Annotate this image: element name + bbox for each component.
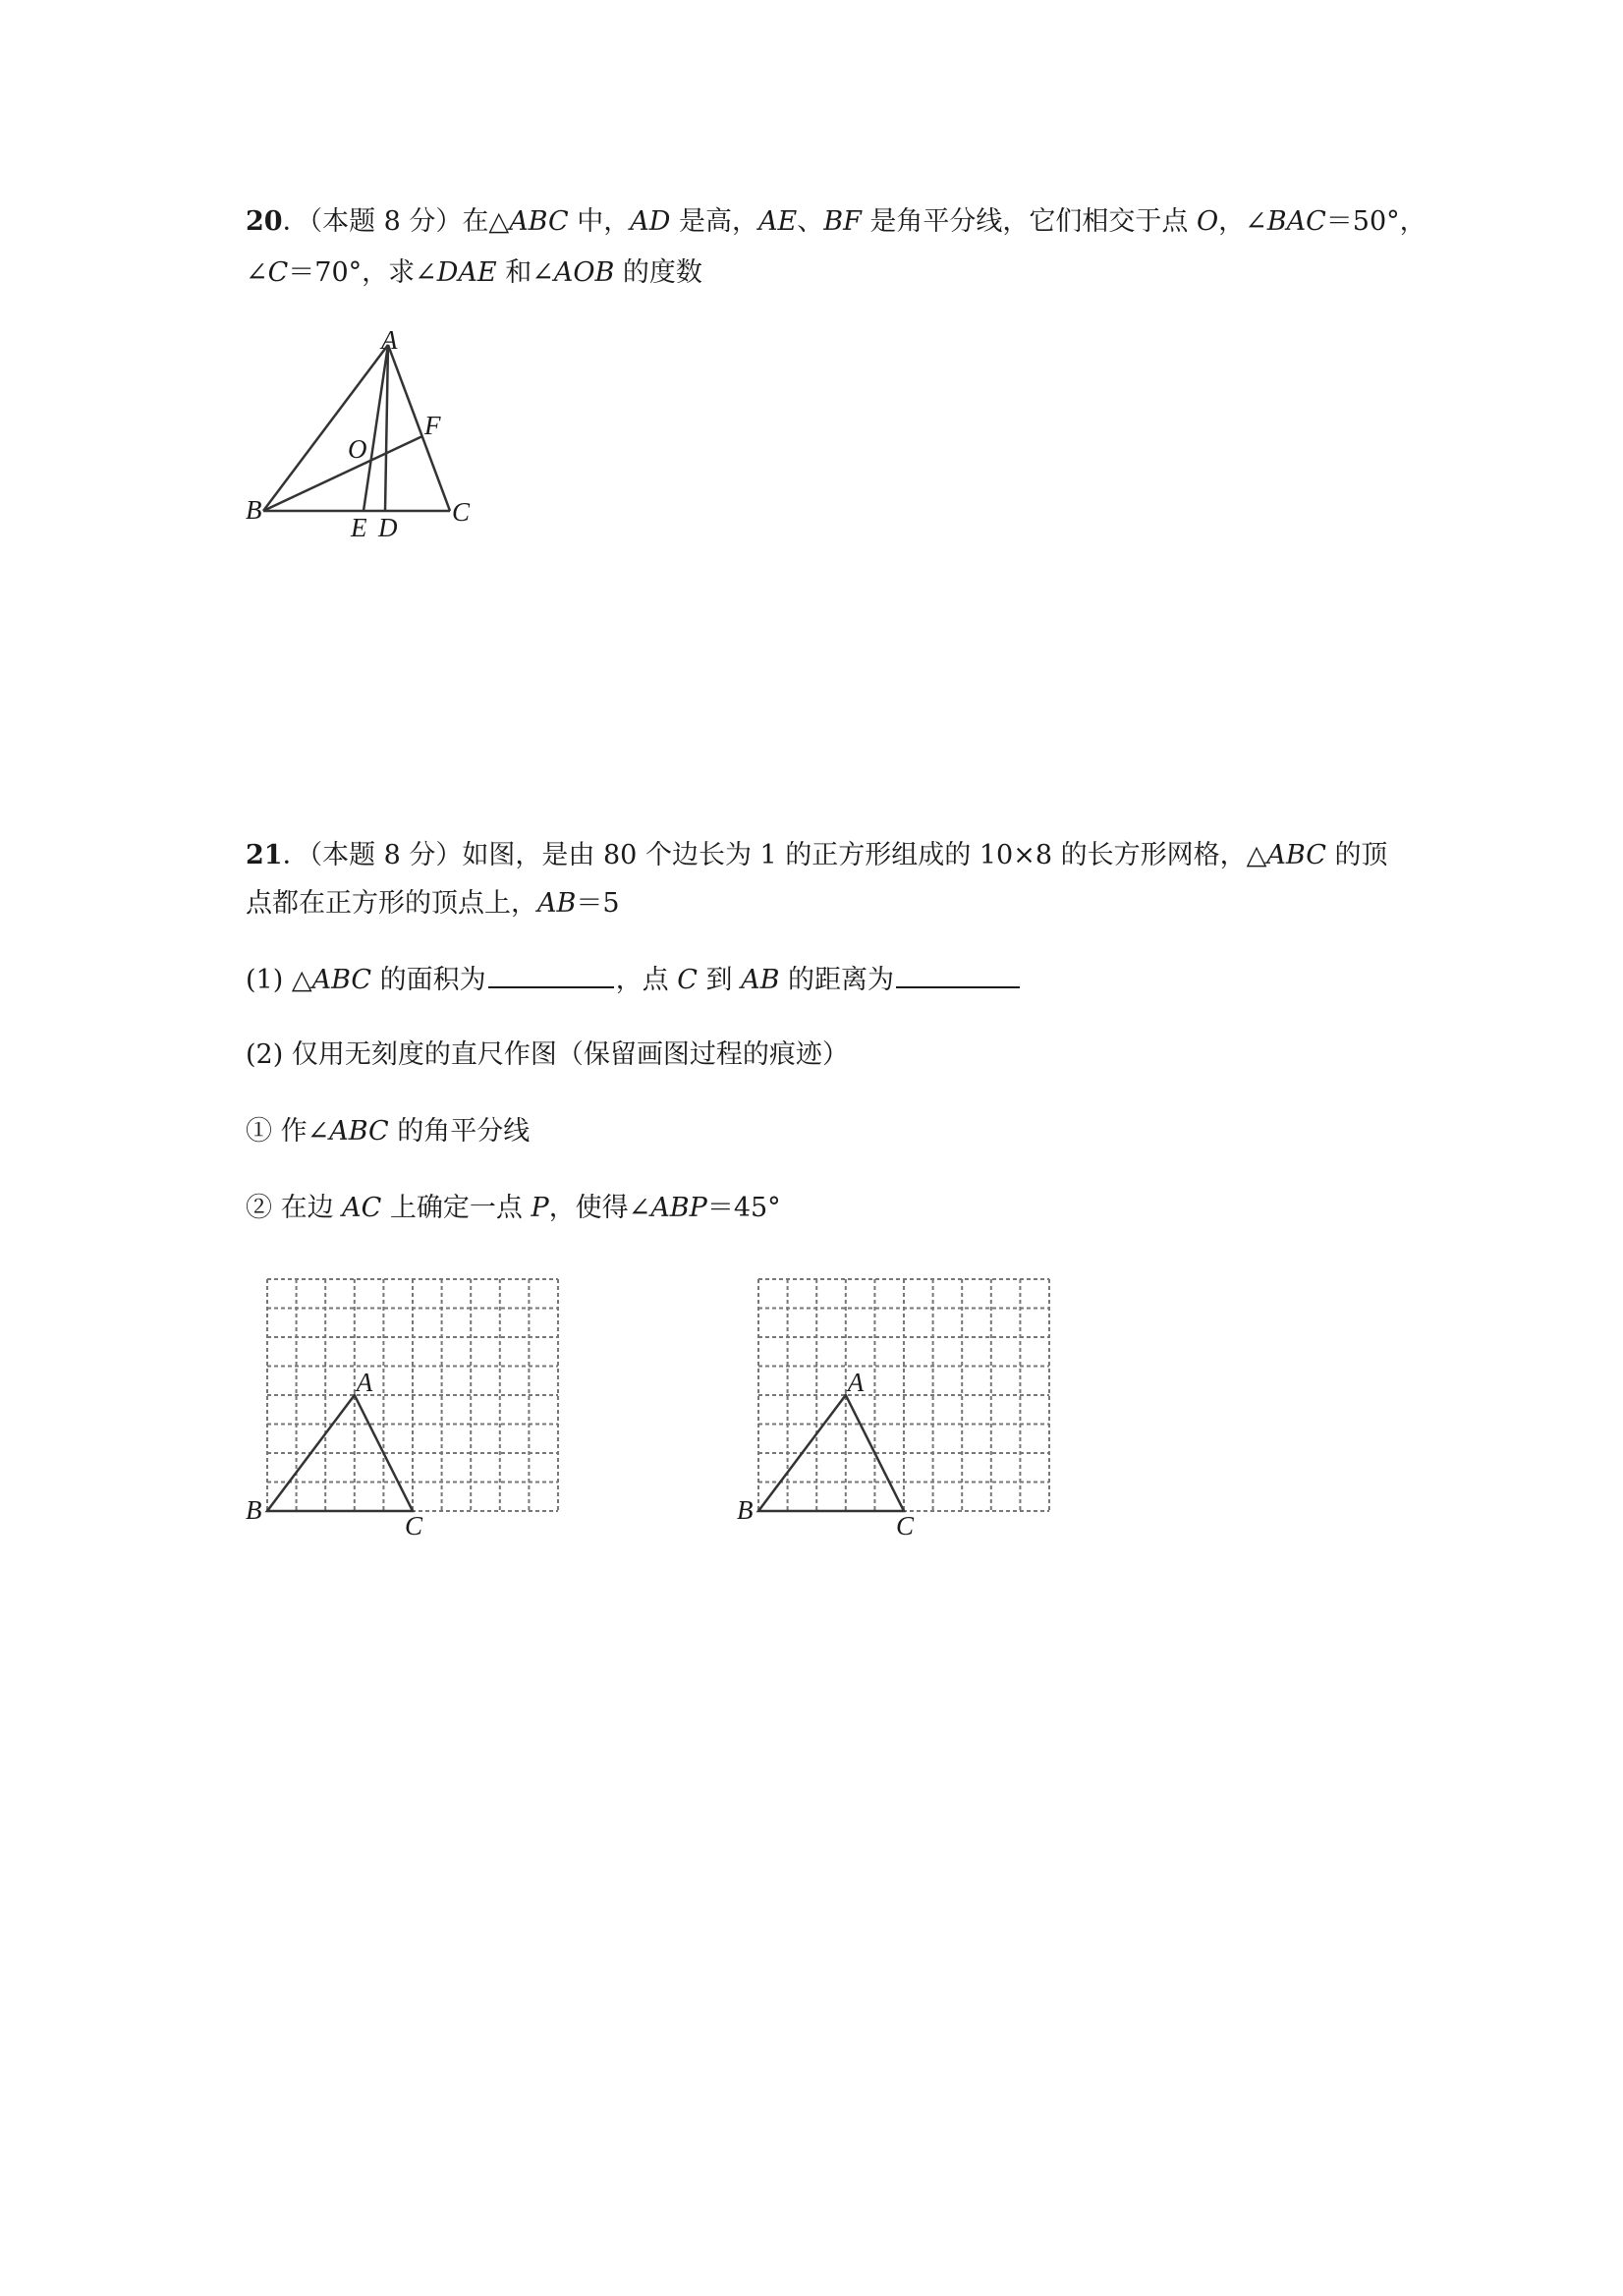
label-c: C xyxy=(896,1511,915,1540)
q21-text: 点都在正方形的顶点上， xyxy=(246,888,537,919)
q21-math: C xyxy=(677,965,698,995)
q21-step-1 xyxy=(246,1114,530,1149)
answer-blank-distance[interactable] xyxy=(896,961,1020,988)
q20-text: ，∠ xyxy=(1218,206,1267,237)
q21-math: ABC xyxy=(329,1116,389,1147)
q21-text: (1) △ xyxy=(246,965,312,995)
q21-math: ABC xyxy=(311,965,372,995)
q20-text: ＝50°， xyxy=(1325,206,1427,237)
side-ab xyxy=(263,345,388,511)
triangle-lines xyxy=(263,345,450,511)
q21-text: 上确定一点 xyxy=(381,1193,532,1223)
q21-step-2 xyxy=(246,1191,781,1226)
q21-line-1 xyxy=(246,838,1387,873)
q20-text: 、 xyxy=(797,206,824,237)
q21-text: ② 在边 xyxy=(246,1193,343,1223)
q21-text: 的顶 xyxy=(1325,840,1388,870)
q21-math: AC xyxy=(342,1193,382,1223)
q21-text: ＝5 xyxy=(576,888,620,919)
q21-text: ，点 xyxy=(615,965,678,995)
q21-part-2 xyxy=(246,1037,849,1073)
label-c: C xyxy=(405,1511,423,1540)
q21-text: 的距离为 xyxy=(779,965,895,995)
q20-math: ABC xyxy=(509,206,569,237)
label-a: A xyxy=(381,325,398,355)
q21-text: 到 xyxy=(697,965,742,995)
q20-text: ．（本题 8 分）在△ xyxy=(282,206,510,237)
q20-text: ∠ xyxy=(246,257,268,288)
label-a: A xyxy=(847,1368,865,1397)
q21-text: 的角平分线 xyxy=(388,1116,531,1147)
q20-math: O xyxy=(1197,206,1219,237)
q20-number: 20 xyxy=(246,206,283,237)
q21-line-2 xyxy=(246,886,620,922)
q20-text: 和∠ xyxy=(496,257,554,288)
q21-math: ABC xyxy=(1266,840,1326,870)
q20-math: DAE xyxy=(436,257,497,288)
label-f: F xyxy=(424,411,441,440)
grid-figure-left[interactable] xyxy=(246,1279,560,1540)
q21-math: AB xyxy=(537,888,577,919)
q21-math: ABP xyxy=(650,1193,707,1223)
label-e: E xyxy=(351,513,367,542)
q21-text: ① 作∠ xyxy=(246,1116,330,1147)
q21-text: 的面积为 xyxy=(371,965,486,995)
q20-text: 是角平分线，它们相交于点 xyxy=(861,206,1197,237)
q21-text: ，使得∠ xyxy=(548,1193,651,1223)
q20-math: BAC xyxy=(1266,206,1326,237)
q21-text: (2) 仅用无刻度的直尺作图（保留画图过程的痕迹） xyxy=(246,1039,849,1070)
bisector-bf xyxy=(263,436,422,511)
q20-text: ＝70°，求∠ xyxy=(288,257,437,288)
q20-math: AOB xyxy=(553,257,615,288)
label-o: O xyxy=(348,434,367,464)
q21-part-1 xyxy=(246,961,1022,998)
label-b: B xyxy=(246,1495,262,1525)
q20-text: 中， xyxy=(568,206,631,237)
q21-math: AB xyxy=(741,965,780,995)
q20-math: C xyxy=(267,257,289,288)
label-b: B xyxy=(246,495,262,525)
answer-blank-area[interactable] xyxy=(488,961,614,988)
q21-text: ＝45° xyxy=(706,1193,781,1223)
grid-figure-right[interactable] xyxy=(737,1279,1051,1540)
q21-math: P xyxy=(531,1193,549,1223)
label-b: B xyxy=(737,1495,754,1525)
q20-text: 的度数 xyxy=(614,257,702,288)
label-c: C xyxy=(452,497,471,527)
q20-math: AD xyxy=(630,206,671,237)
label-a: A xyxy=(356,1368,373,1397)
label-d: D xyxy=(378,513,398,542)
side-ac xyxy=(388,345,450,511)
q21-text: ．（本题 8 分）如图，是由 80 个边长为 1 的正方形组成的 10×8 的长方形网格，△ xyxy=(282,840,1267,870)
q21-number: 21 xyxy=(246,840,283,870)
q20-text: 是高， xyxy=(670,206,759,237)
q20-math: BF xyxy=(823,206,862,237)
q20-math: AE xyxy=(758,206,798,237)
